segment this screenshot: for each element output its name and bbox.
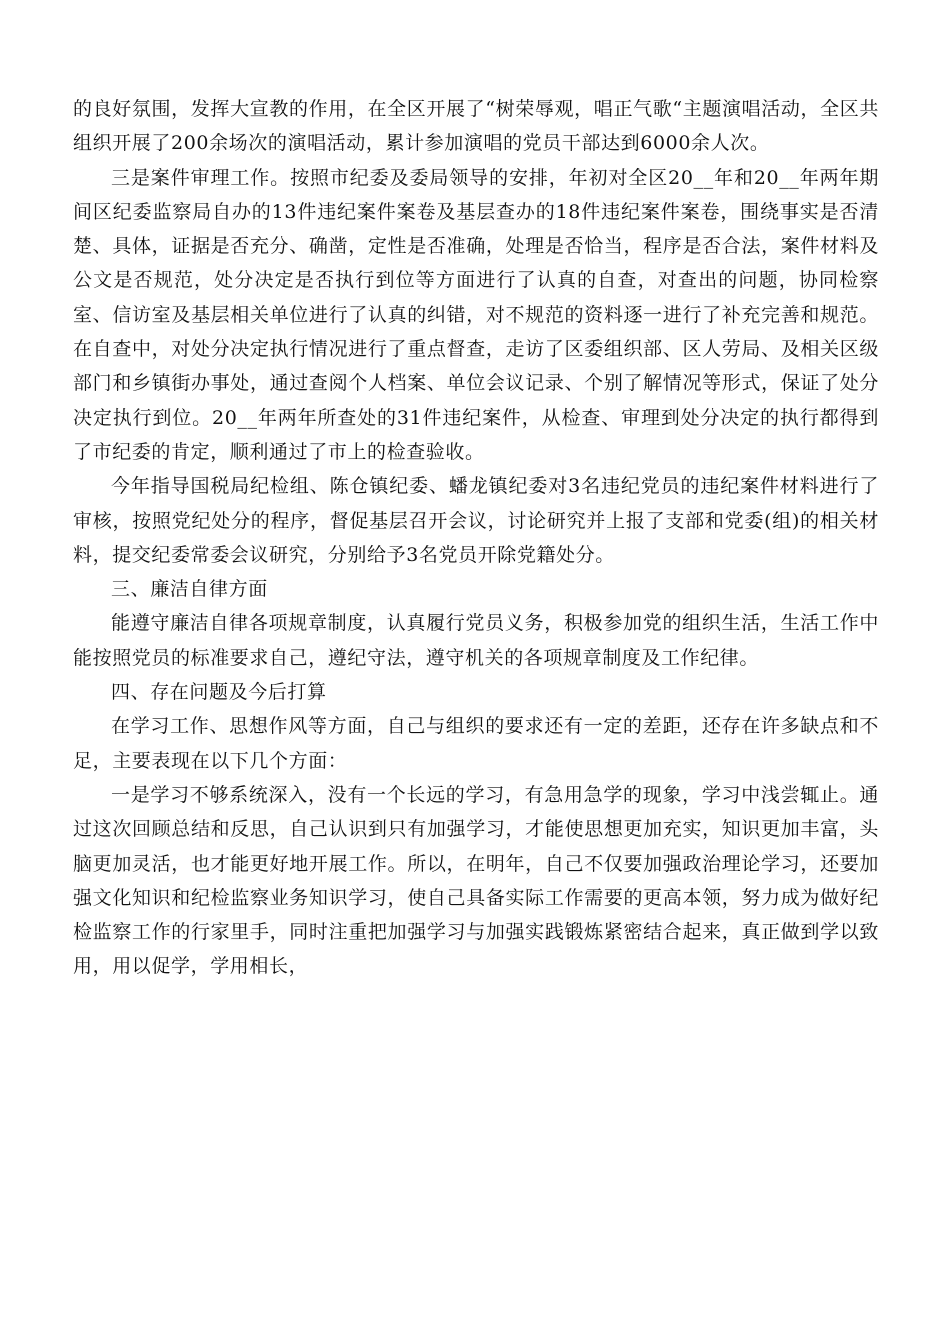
paragraph-atmosphere: 的良好氛围，发挥大宣教的作用，在全区开展了“树荣辱观，唱正气歌“主题演唱活动，全区共组织开展了200余场次的演唱活动，累计参加演唱的党员干部达到6000余人次。	[73, 98, 879, 155]
paragraph-guidance: 今年指导国税局纪检组、陈仓镇纪委、蟠龙镇纪委对3名违纪党员的违纪案件材料进行了审核，按照党纪处分的程序，督促基层召开会议，讨论研究并上报了支部和党委(组)的相关材料，提交纪委常委会议研究，分别给予3名党员开除党籍处分。	[73, 475, 879, 566]
paragraph-integrity: 能遵守廉洁自律各项规章制度，认真履行党员义务，积极参加党的组织生活，生活工作中能按照党员的标准要求自己，遵纪守法，遵守机关的各项规章制度及工作纪律。	[73, 612, 879, 669]
paragraph-case-review: 三是案件审理工作。按照市纪委及委局领导的安排，年初对全区20__年和20__年两年期间区纪委监察局自办的13件违纪案件案卷及基层查办的18件违纪案件案卷，围绕事实是否清楚、具体，证据是否充分、确凿，定性是否准确，处理是否恰当，程序是否合法，案件材料及公文是否规范，处分决定是否执行到位等方面进行了认真的自查，对查出的问题，协同检察室、信访室及基层相关单位进行了认真的纠错，对不规范的资料逐一进行了补充完善和规范。在自查中，对处分决定执行情况进行了重点督查，走访了区委组织部、区人劳局、及相关区级部门和乡镇街办事处，通过查阅个人档案、单位会议记录、个别了解情况等形式，保证了处分决定执行到位。20__年两年所查处的31件违纪案件，从检查、审理到处分决定的执行都得到了市纪委的肯定，顺利通过了市上的检查验收。	[73, 166, 879, 463]
document-page	[73, 92, 879, 984]
section-heading-problems: 四、存在问题及今后打算	[111, 681, 327, 704]
section-heading-integrity: 三、廉洁自律方面	[111, 578, 268, 601]
paragraph-study: 一是学习不够系统深入，没有一个长远的学习，有急用急学的现象，学习中浅尝辄止。通过这次回顾总结和反思，自己认识到只有加强学习，才能使思想更加充实，知识更加丰富，头脑更加灵活，也才能更好地开展工作。所以，在明年，自己不仅要加强政治理论学习，还要加强文化知识和纪检监察业务知识学习，使自己具备实际工作需要的更高本领，努力成为做好纪检监察工作的行家里手，同时注重把加强学习与加强实践锻炼紧密结合起来，真正做到学以致用，用以促学，学用相长，	[73, 783, 879, 978]
paragraph-problems: 在学习工作、思想作风等方面，自己与组织的要求还有一定的差距，还存在许多缺点和不足，主要表现在以下几个方面：	[73, 715, 879, 772]
